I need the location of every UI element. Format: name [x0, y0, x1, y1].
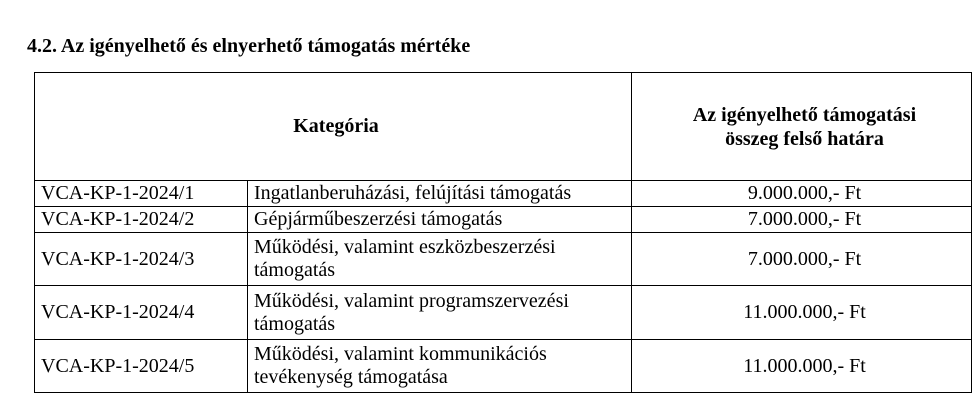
- amount-limit: 7.000.000,- Ft: [632, 207, 972, 233]
- category-header: Kategória: [35, 73, 632, 181]
- table-row: [35, 181, 972, 207]
- category-code: VCA-KP-1-2024/1: [35, 181, 248, 207]
- amount-limit: 7.000.000,- Ft: [632, 233, 972, 286]
- table-header-row: [35, 73, 972, 181]
- support-amount-table: [34, 72, 972, 393]
- amount-limit-header: [632, 73, 972, 181]
- table-row: [35, 207, 972, 233]
- amount-header-line1: Az igényelhető támogatási: [692, 103, 917, 126]
- category-code: VCA-KP-1-2024/2: [35, 207, 248, 233]
- amount-limit: 11.000.000,- Ft: [632, 340, 972, 393]
- section-heading: 4.2. Az igényelhető és elnyerhető támogatás mértéke: [27, 35, 471, 57]
- amount-header-line2: összeg felső határa: [725, 127, 884, 150]
- category-name: Ingatlanberuházási, felújítási támogatás: [248, 181, 632, 207]
- category-name: Működési, valamint kommunikációs tevékenység támogatása: [248, 340, 632, 393]
- category-name: Működési, valamint programszervezési támogatás: [248, 286, 632, 340]
- amount-limit: 9.000.000,- Ft: [632, 181, 972, 207]
- category-code: VCA-KP-1-2024/5: [35, 340, 248, 393]
- category-name: Gépjárműbeszerzési támogatás: [248, 207, 632, 233]
- table-row: [35, 340, 972, 393]
- table-row: [35, 286, 972, 340]
- table-row: [35, 233, 972, 286]
- amount-limit: 11.000.000,- Ft: [632, 286, 972, 340]
- category-name: Működési, valamint eszközbeszerzési támogatás: [248, 233, 632, 286]
- category-code: VCA-KP-1-2024/4: [35, 286, 248, 340]
- category-code: VCA-KP-1-2024/3: [35, 233, 248, 286]
